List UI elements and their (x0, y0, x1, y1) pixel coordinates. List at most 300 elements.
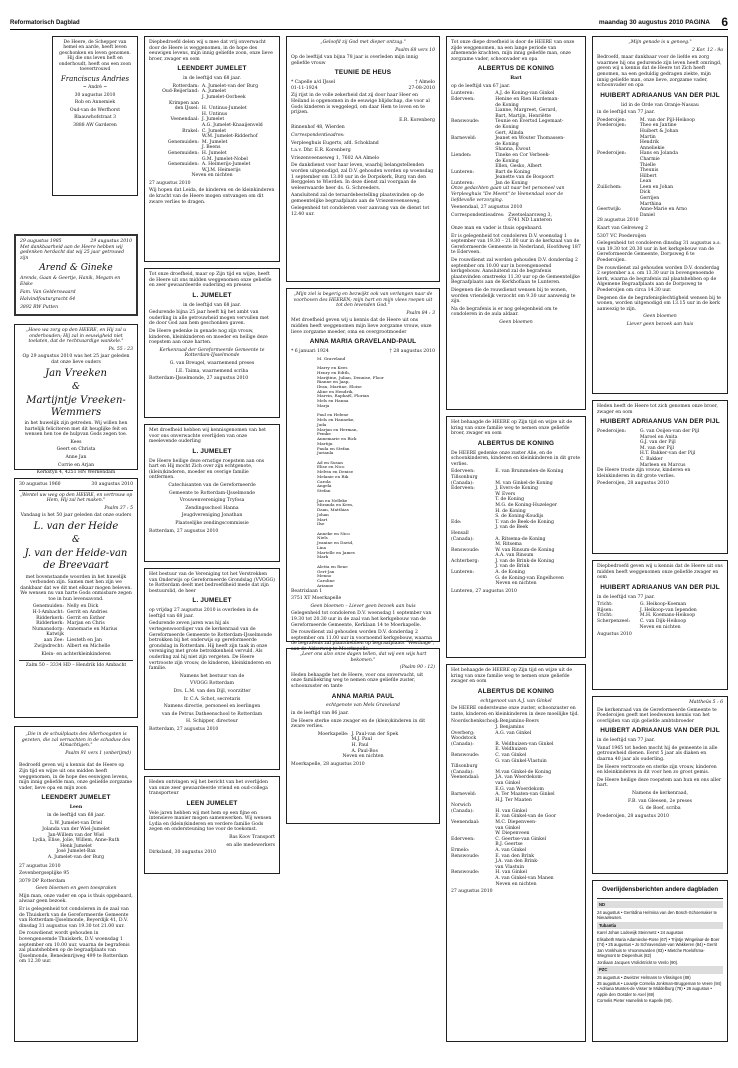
flowers-note: Geen bloemen en geen toespraken (35, 886, 117, 892)
list-item: Marijtine, Julian, Dennise, Floor (317, 374, 384, 380)
deceased-name: ALBERTUS DE KONING (477, 65, 555, 73)
family-row-name: J. van de Beek (495, 525, 529, 531)
list-item: Paul en Helene (317, 412, 349, 418)
notice-birth-franciscus (52, 36, 138, 196)
family-row-name: J. Evers-de Koning (495, 486, 538, 492)
address-line2: 3751 XT Moerkapelle (291, 596, 342, 602)
family-row-name: H. de Koning (495, 508, 526, 514)
organization: Kerkenraad der Gereformeerde Gemeente te Rotterdam-IJsselmonde (159, 347, 265, 359)
family-row-place: Veenendaal: (170, 117, 199, 123)
signatory-7: H. Schipper, directeur (186, 719, 238, 725)
family-row-name: E.G. van Woerdekom (495, 786, 544, 792)
family-row-name: Anneliekie (639, 145, 665, 151)
org-line6: Plaatselijke zendingscommissie (175, 520, 249, 526)
notice-text-2: De Heere troste zijn vrouw, kinderen en kleinkinderen in dit grote verlies. (597, 468, 691, 479)
overview-item: Cornelis Pieter Hamelink te Kapelle (90). (597, 998, 673, 1004)
family-row-name: M.J. Paul (351, 737, 373, 743)
family-row-place: Zuilichem: (597, 184, 622, 190)
address: Zalm 50 – 3334 HD – Hendrik Ido Ambacht (25, 662, 127, 668)
notice-text-2: Vanaf 1965 tot heden mocht hij de gemeente in alle getrouwheid dienen. Eerst 5 jaar als diaken en daarna 40 jaar als ouderling. (597, 745, 718, 762)
deceased-nickname: Bart (510, 76, 522, 82)
correspondence-line2: t.a.v. Dhr. E.R. Korenberg (291, 148, 351, 154)
notice-text-4: Aansluitend zal de teraardebestelling plaatsvinden op de gemeentelijke begraafplaats aan de Vriezenveenseweg. (291, 193, 424, 204)
family-row-name: H. Untinus-Jumelet (201, 106, 247, 112)
family-row-name: G. van Ginkel-Vlastuin (495, 758, 547, 764)
list-item: Mels en Hanna (317, 398, 349, 404)
list-item: Elise en Nico (317, 464, 345, 470)
family-row-name: J.A. van den Brink- (495, 859, 539, 865)
notice-text: Het bestuur van de Vereniging tot het Verstrekken van Onderwijs op Gereformeerde Grondslag (VVOGG) te Rotterdam deelt met bedroefdheid mede dat zijn bestuurslid, de heer (149, 572, 275, 594)
child-2: Geert en Christa (56, 447, 96, 453)
family-row-name: Theunis (639, 168, 659, 174)
family-row-name: E. Veldhuizen (495, 747, 527, 753)
family-list (451, 91, 581, 186)
notice-text-3: De dankdienst voor haar leven, waarbij belangstellenden worden uitgenodigd, zal D.V. gehouden worden op woensdag 1 september om 13.00 uur in de Dorpskerk, Burg van den Berggelen te Wierden. In deze dienst zal voorgaan de weleerwaarde heer ds. G. Schreeders. (291, 163, 434, 191)
notice-text-2: Mijn man, onze vader en opa is thuis opgebaard, alwaar geen bezoek. (19, 893, 133, 905)
address: Blaauwhofstraat 3 (74, 115, 116, 121)
list-item: Aline en Hendrik, (317, 388, 354, 394)
list-item: Mart (317, 516, 328, 522)
family-row-name: Lean (639, 179, 652, 185)
family-row-name: R. Veldhuizen-van Ginkel (495, 741, 554, 747)
family-row-place: Poederoijen: (597, 429, 627, 434)
family-row-name: Nelly en Dick (66, 604, 99, 610)
issue-date: maandag 30 augustus 2010 PAGINA (598, 19, 710, 26)
list-item: Lydia, Elise, Jolie, Willem, Anne-Ruth (32, 838, 120, 844)
list-item: Annemarie en Rick (317, 436, 357, 442)
family-row-name: M.C. Diepenveen- (495, 820, 537, 826)
family-row-name: Dick (639, 190, 651, 196)
family-list (597, 602, 723, 624)
notice-text-3: De rouwdienst zal gehouden worden D.V. donderdag 2 september om 11.00 uur in voornoemd kerkgebouw, waarna de begrafenis zal plaatshebben op begraafplaats "Westhage", aan de Akkerweg te Moerkapelle. (291, 630, 435, 652)
notice-text: Heden ontvingen wij het bericht van het overlijden van onze zeer gewaardeerde vriend en oud-collega transporteur (149, 780, 268, 797)
family-row-name: Teunie en Evertsd Legemaat- (495, 119, 564, 125)
list-item: Angela (317, 483, 332, 489)
notice-text-5: Diegenen die de rouwdienst wensen bij te wonen, worden vriendelijk verzocht om 9.30 uur aanwezig te zijn. (451, 287, 576, 305)
notice-death-jumelet-school (144, 568, 280, 770)
family-row-name: G.M. Jumelet-Nobel (201, 156, 248, 162)
family-row-place: Ederveen: (451, 836, 475, 842)
quote: „Mijn ziel is begerig en bezwijkt ook van verlangen naar de voorhoven des HEEREN; mijn hart en mijn vlees roepen uit tot den levenden God." (293, 292, 433, 309)
family-row-name: Marjan en Chris (66, 621, 105, 627)
notice-text: Het behaagde de HEERE op Zijn tijd en wijze uit de kring van onze familie weg te nemen onze geliefde zwager en oom (451, 668, 573, 685)
list-item: Jan-Willem van der Wiel (48, 832, 104, 838)
death-place: † Almelo (415, 80, 435, 86)
family-row-name: Daniel (639, 212, 655, 218)
death-date: 27-08-2010 (408, 85, 435, 91)
list-item: Menno (317, 573, 332, 579)
family-row-place: Lunteren: (451, 169, 474, 175)
family-row-place: Hensall (451, 530, 469, 536)
quote-ref: 2 Kor. 12 : 9a (691, 47, 723, 53)
correspondence-label: Correspondentieadres: (291, 132, 345, 138)
family-row-name: A. Jumelet-van der Burg (201, 83, 259, 89)
family-row-place: Barneveld: (451, 792, 477, 798)
overview-item: Jordiaan Jacques Vrolicktrickt te Venlo (90). (597, 959, 679, 965)
date-end: 30 augustus 2010 (91, 482, 133, 487)
family-row-place: Moerkapelle: (317, 731, 349, 737)
family-row-name: C. Bakker (639, 456, 663, 462)
family-row-name: J. Jumelet-Oorbeek (201, 94, 246, 100)
cousins: Neven en nichten (342, 754, 384, 760)
city: 3888 AW Garderen (73, 122, 117, 128)
deceased-name: HUIBERT ADRIAANUS VAN DER PIJL (600, 91, 720, 99)
list-item: Mels en Hanneke, (317, 417, 355, 423)
quote: „Mijn genade is u genoeg." (628, 40, 692, 45)
family-row-place: Renswoude: (451, 119, 480, 125)
org-line1: Catechisanten van de Gereformeerde (168, 482, 256, 488)
family-row-name: A. van Ginkel-van Manen (495, 876, 554, 881)
signatory-2: en alle medewerkers (226, 842, 275, 848)
quote: „Geloofd zij God met dieper ontzag." (320, 40, 406, 45)
place-date: Poederoijen, 28 augustus 2010 (597, 481, 670, 487)
list-item: Ad en Susan (317, 459, 343, 465)
family-row-name: J. Beens (201, 145, 221, 151)
family-row-name: Huibert & Johan (639, 128, 679, 134)
list-item: Martijn (317, 440, 333, 446)
family-row-place: Genemuiden: (167, 150, 199, 156)
deceased-name: HUIBERT ADRIAANUS VAN DER PIJL (600, 418, 720, 426)
list-item: Femke (317, 431, 331, 437)
signatory-6: van de Petrus Datheenschool te Rotterdam (161, 711, 263, 717)
family-row-name: Charmie (639, 156, 660, 162)
deceased-name: LEENDERT JUMELET (177, 65, 247, 73)
family-row-place: Genemuiden: (32, 604, 64, 610)
family-row-name: C. van Ginkel (495, 752, 527, 758)
family-row-name: Marleen en Marcus (639, 462, 686, 468)
family-row-place (451, 876, 495, 882)
address-line2: Halvindfouturgracht 64 (20, 297, 76, 303)
list-item: Caroline (317, 578, 335, 584)
family-row-name: C. van Dijk-Heikoop (639, 618, 687, 624)
list-item: Jan en Nelleke (317, 497, 348, 503)
overview-item: 24 augustus • Gerritdina Helmina van den Bosch-Schoemaker te Nieuwleusen. (597, 910, 717, 921)
parents-line2: Oud-van de Werfhorst (69, 107, 121, 113)
deceased-spouse: echtgenoot van A.J. van Ginkel (480, 698, 552, 704)
list-item: Melanie en Rik (317, 473, 349, 479)
family-row-place: Ederveen: (451, 96, 475, 102)
family-row-name: Maroel en Anita (639, 434, 678, 440)
quote-ref: Psalm 84 : 3 (406, 310, 435, 316)
family-row-name: Annemarie en Marius (66, 626, 118, 632)
notice-anniversary-arend (14, 234, 138, 316)
notice-death-albertus-family (446, 36, 586, 410)
husband-name: Jan Vreeken (45, 367, 107, 379)
family-row-name: Gert, Alinda (495, 130, 524, 136)
notice-text-2: De Heere sterke onze zwager en de (klein)kinderen in dit zware verlies. (291, 718, 426, 730)
family-list (291, 732, 435, 754)
family-row-place: Tricht: (597, 602, 613, 608)
notice-text: Diepbedroefd geven wij u kennis dat de Heere uit ons midden heeft weggenomen onze geliefde zwager en oom (597, 564, 723, 581)
child-name: Franciscus Andries (60, 74, 130, 83)
flowers-note: Geen bloemen – Liever geen bezoek aan huis (310, 603, 416, 609)
family-row-name: H. Paul (351, 742, 369, 748)
family-row-name: H. Jumelet (201, 150, 227, 156)
list-item: Mark (317, 554, 329, 560)
deceased-name: ALBERTUS DE KONING (477, 687, 555, 695)
parents-line1: Rob en Annemiek (74, 100, 116, 106)
notice-text: Tot onze droefheid, maar op Zijn tijd en wijze, heeft de Heere uit ons midden weggenomen onze geliefde en zeer gewaardeerde ouderling en presess (149, 272, 272, 289)
family-row-name: J. Paul-van der Spek (351, 731, 399, 737)
list-item: José Jumelet-Bax (56, 849, 96, 855)
birth-place: * Capelle a/d IJssel (291, 80, 336, 86)
family-row-place: Lunteren: (451, 91, 474, 97)
family-row-name: de Koning (495, 158, 519, 164)
place-date: Lunteren, 27 augustus 2010 (451, 588, 517, 594)
notice-text: Op de leeftijd van bijna 78 jaar is overleden mijn innig geliefde vrouw (291, 55, 418, 66)
family-row-name: Shanna, Ewout (495, 147, 531, 153)
notice-text-2: Gedurende bijna 25 jaar heeft hij het ambt van ouderling in alle getrouwheid mogen vervullen met de door God aan hem geschonken gaven. (149, 310, 269, 327)
family-row-name: Ellen, Gesko, Albert (495, 164, 542, 170)
signatory-1: Namens het bestuur van de (179, 673, 245, 679)
paper-title: Reformatorisch Dagblad (10, 20, 80, 26)
notice-date: 27 augustus 2010 (149, 180, 191, 186)
list-item: Juda (317, 421, 327, 427)
ampersand: & (71, 381, 80, 392)
family-list (19, 821, 133, 860)
family-row-name: J. van de Brink (495, 564, 530, 570)
notice-text: Met droefheid geven wij u kennis dat de Heere uit ons midden heeft weggenomen mijn lieve zorgzame vrouw, onze lieve zorgzame moeder, oma en overgrootmoeder (291, 318, 432, 335)
family-row-name: G. van Ooijen-van der Pijl (639, 429, 700, 434)
list-item: Johan (317, 511, 329, 517)
family-row-place: Oud-Beijerland: (162, 89, 199, 95)
notice-death-jumelet-transport (144, 776, 280, 874)
family-row-name: A. de Koning (495, 570, 525, 576)
family-row-name: M. van der Pijl-Heikoop (639, 117, 695, 123)
child-4: Corrie en Arjan (57, 462, 95, 468)
quote-ref: (Psalm 90 : 12) (399, 665, 435, 671)
family-row-name: A.G. Jumelet-Knaaijenveld (201, 122, 263, 128)
notice-text-2: Wij hopen dat Leida, de kinderen en de kleinkinderen de kracht van de Heere mogen ontvangen om dit zware verlies te dragen. (149, 188, 275, 205)
notice-date: 28 augustus 2010 (597, 218, 639, 224)
notice-death-anna-family (286, 288, 440, 652)
overview-item: Elisabeth Maria Adamiecke-Rose (67) • Trijntje Wingelaar-de Boer (74) • 25 augustus • Jo Schravendam-van Wakkeren (84) • Gerrit Jan Vonkhuis te Vroomrwarden (83) • Mietche Roelofsma-Wiegmont te Diepenhuis (82) (597, 936, 720, 959)
family-row-place: Krimpen aan (168, 100, 199, 106)
family-row-place: Genemuiden: (167, 139, 199, 145)
family-row-place: Ederveen: (451, 486, 475, 492)
notice-text-3: De Heere vertrooste en sterke zijn vrouw, kinderen en kleinkinderen in dit voor hen zo groot gemis. (597, 764, 717, 776)
overview-other-papers (592, 880, 728, 1042)
list-item: Gert-Jan (317, 568, 335, 574)
family-row (451, 876, 581, 882)
notice-text-4: De Heere heilige deze roepstem aan hun en ons aller hart. (597, 777, 722, 789)
flowers-note: Geen bloemen (499, 319, 533, 325)
page-number: 6 (721, 15, 728, 29)
list-item: Jurianla (317, 450, 334, 456)
notice-text-2: De Heere heilige deze ernstige roepstem aan ons hart en Hij mocht Zich over zijn echtgenote, (klein)kinderen, moeder en overige familie ontfermen. (149, 458, 265, 481)
age: in de leeftijd van 77 jaar. (597, 110, 655, 116)
grandchildren: Klein- en achterkleinkinderen (41, 652, 111, 658)
notice-death-jumelet-catechism (144, 424, 280, 562)
family-row-place: Ederveen: (451, 469, 475, 475)
family-row-name: M. Ritsema (495, 542, 522, 548)
notice-text-4: Degenen die de begrafenisplechtigheid wensen bij te wonen, worden uitgenodigd om 13.15 uur in de kerk aanwezig te zijn. (597, 295, 722, 312)
family-row-place: Lunteren: (451, 570, 474, 576)
family-row-place: Rijsen: (597, 607, 613, 613)
deceased-name: L. JUMELET (192, 447, 232, 455)
quote-ref: Mattheüs 5 : 6 (689, 700, 723, 705)
family-row-name: J. Heikoop-van Iependen (639, 607, 697, 613)
family-row-place: Lienden: (451, 152, 472, 158)
age: op de leeftijd van 67 jaar. (451, 83, 511, 89)
list-item: Marvin, Raphaël, Florian (317, 393, 370, 399)
family-row-name: Marthina (639, 201, 662, 207)
family-row-name: Jeanet en Wouter Thomassen- (495, 136, 565, 142)
family-row-name: Jan de Koning (495, 180, 528, 186)
list-item: Niels (317, 535, 328, 541)
notice-text: Heden behaagde het de Heere, voor ons onverwacht, uit onze familiekring weg te nemen onze geliefde zuster, schoonzuster en tante (291, 672, 424, 689)
notice-text: Heden heeft de Heere tot zich genomen onze broer, zwager en oom (597, 404, 718, 415)
family-row-place: den IJssel: (174, 106, 199, 112)
deceased-name: L. JUMELET (192, 597, 232, 605)
family-row-name: M.H. Koemans-Heikoop (639, 613, 696, 619)
family-row-name: M. van Ginkel-de Koning (495, 480, 553, 486)
place-date: Rotterdam, 27 augustus 2010 (149, 528, 219, 534)
family-row-place: Woodstock (451, 736, 477, 742)
deceased-name: TEUNIE DE HEUS (334, 69, 392, 77)
wife-name: Martijntje Vreeken-Wemmers (26, 394, 126, 418)
ampersand: & (71, 535, 80, 546)
notice-anniversary-vreeken (14, 324, 138, 476)
family-row-place: (Canada): (451, 741, 474, 747)
list-item: Daan, Matthias (317, 507, 349, 513)
date-start: 29 augustus 1985 (20, 239, 62, 244)
list-item: Marja (317, 402, 330, 408)
deceased-name: ANNA MARIA GRAVELAND-PAUL (309, 338, 417, 346)
notice-text-2: Onze man en vader is thuis opgebaard. (451, 226, 543, 232)
list-item: Rianne en Jaap, (317, 379, 350, 385)
signatory-1: G. van Breugel, waarnemend preses (169, 360, 255, 366)
family-row-place: (Canada): (451, 808, 474, 814)
family-row-place: Geertwijk: (597, 207, 622, 213)
address-line1: Beatrixlaan 1 (291, 588, 323, 594)
age: op vrijdag 27 augustus 2010 is overleden in de leeftijd van 68 jaar. (149, 608, 259, 619)
family-row-name: E. van Brummelen-de Koning (495, 469, 564, 475)
signatory: E.R. Korenberg (399, 117, 435, 123)
family-row-place: (Canada): (451, 769, 474, 775)
notice-text: Het behaagde de HEERE op Zijn tijd en wijze uit de kring van onze familie weg te nemen onze geliefde broer, zwager en oom (451, 420, 573, 437)
notice-death-leendert-sibling (144, 36, 280, 262)
deceased-name: ANNA MARIA PAUL (331, 692, 395, 700)
family-row-name: C. Jumelet (201, 128, 227, 134)
family-row-place: Achterberg: (451, 558, 479, 564)
family-row-name: H. Untinus (201, 111, 228, 117)
overview-list (597, 910, 723, 1004)
family-row-name: H. van Ginkel (495, 808, 527, 814)
notice-text: Diepbedroefd delen wij u mee dat vrij onverwacht door de Heere is weggenomen, in de hope des eeuwigen levens, mijn innig geliefde zoon, onze lieve broer, zwager en oom (149, 40, 273, 62)
family-row-name: A.A. van Rinsum (495, 553, 534, 559)
notice-text: Bedroefd geven wij u kennis dat de Heere op Zijn tijd en wijze uit ons midden heeft weggenomen, in de hope des eeuwigen levens, mijn innig geliefde man, onze geliefde zorgzame vader, lieve opa en mijn zoon (19, 763, 133, 791)
family-row-place: Veenendaal: (451, 820, 480, 826)
family-row-name: B.J. Geertse (495, 842, 523, 848)
cousins: Neven en nichten (495, 881, 537, 887)
correspondence-line1: Zwetselaarsweg 3, (508, 212, 552, 218)
overview-section: PZC (597, 966, 723, 973)
family-row-place: Zwijndrecht: (34, 643, 64, 649)
date-start: 30 augustus 1960 (19, 482, 61, 487)
list-item: L.W. Jumelet-van Driel (49, 821, 103, 827)
notice-death-huibert-church (592, 696, 728, 874)
family-row (597, 619, 723, 625)
place-date: 27 augustus 2010 (451, 889, 493, 895)
signatory-3: Drs. L.M. van den Dijl, voorzitter (173, 688, 251, 694)
family-row-name: G.J. van der Pijl (639, 440, 676, 446)
deceased-spouse: echtgenote van Mels Graveland (326, 703, 400, 709)
family-row-name: Jeanette van de Bospoort (495, 175, 554, 181)
deceased-name: L. JUMELET (192, 291, 232, 299)
list-item: Ilvan, Martine, Eloise (317, 383, 362, 389)
family-row-name: J. van de Brink-de Koning (495, 558, 555, 564)
notice-text: Vandaag is het 50 jaar geleden dat onze ouders (20, 513, 132, 519)
list-item: Arianne (317, 582, 334, 588)
overview-section: Tubantia (597, 922, 723, 929)
age: in de leeftijd van 86 jaar. (291, 710, 349, 716)
family-row-place: aan Zee: (43, 638, 64, 644)
overview-item: 25 augustus • Louwtje Cornelia Jonkman-Bruggeman te Veere (94) • Adriana Muntes-de Visser te Middelburg (78) • 26 augustus • Apple den Oostder te Axel (69) (597, 981, 722, 997)
notice-text-2: De HEERE ondersteune onze zuster, schoonzuster en tante, kinderen en kleinkinderen in deze moeilijke tijd. (451, 706, 579, 717)
care-note: Onze gedachten gaan uit naar het personeel van Verpleeghuis "De Meent" te Veenendaal voor de liefdevolle verzorging. (451, 186, 565, 203)
notice-text-2: Gelegenheid tot condoleren D.V. woensdag 1 september van 19.30 tot 20.30 uur in de zaal van het kerkgebouw van de Gereformeerde Gemeente, Kerklaan 14 te Moerkapelle. (291, 611, 432, 628)
list-item: Melvin en Denise (317, 469, 354, 475)
family-row-name: J. Benjamins (495, 724, 524, 730)
deceased-nickname: Leen (69, 805, 83, 811)
family-row-place: Ede: (451, 519, 462, 525)
place-date: Poederoijen, 28 augustus 2010 (597, 813, 670, 819)
notice-date: 27 augustus 2010 (19, 863, 61, 869)
place-date: Rotterdam-IJsselmonde, 27 augustus 2010 (149, 376, 249, 382)
quote: „Die in de schuilplaats des Allerhoogsten is gezeten, die zal vernachten in de schaduw des Almachtigen." (21, 732, 131, 749)
family-row-place: Tillsonburg (451, 474, 478, 480)
signatory-2: F.B. van Gleesen, 2e preses (628, 798, 692, 804)
notice-text-2: in het huwelijk zijn getreden. Wij willen hen hartelijk feliciteren met dit heuglijke feit en wensen hen toe de hulpvan Gods zegen toe. (24, 421, 128, 438)
address: Binnenhof 48, Wierden (291, 125, 345, 131)
notice-text: Met droefheid hebben wij kennisgenomen van het voor ons onverwachte overlijden van onze meelevende ouderling (149, 428, 266, 445)
family-row-name: Bart, Martijn, Henriëtte (495, 113, 551, 119)
family-row-name: A. van Ginkel (495, 848, 527, 854)
family-row-place: Norwich (451, 803, 471, 809)
notice-death-albertus-inlaws (446, 664, 586, 1042)
address-line3: 3892 RW Putten (20, 304, 59, 310)
family-row-name: van Ginkel (495, 780, 521, 786)
place-date: Veenendaal, 27 augustus 2010 (451, 205, 523, 211)
quote-ref: Psalm 68 vers 10 (395, 47, 435, 53)
notice-text-5: Gelegenheid tot condoleren voor aanvang van de dienst tot 12.40 uur. (291, 206, 430, 218)
family-row-name: H. van Ginkel (495, 870, 527, 876)
place-date: Dirksland, 30 augustus 2010 (149, 850, 217, 856)
family-row-name: Martin (639, 134, 656, 140)
correspondence-line1: Verpleeghuis Eugerts, afd. Schokland (291, 140, 379, 146)
correspondence-label: Correspondentieadres: (451, 212, 505, 218)
cousins: Neven en nichten (191, 173, 233, 179)
deceased-name: LEEN JUMELET (186, 799, 238, 807)
family-row-name: Leen en Johan (639, 184, 674, 190)
family-row-name: A. Jumelet (201, 89, 227, 95)
list-item: Miranda en Kees, (317, 502, 354, 508)
visit-note: Liever geen bezoek aan huis (626, 321, 694, 327)
notice-text-2: Gelegenheid tot condoleren dinsdag 31 augustus a.s. van 19.30 tot 20.30 uur in het kerkgebouw van de Gereformeerde Gemeente, Dorpsweg 6 te Poederoijen. (597, 241, 721, 263)
notice-anniversary-heide (14, 478, 138, 718)
family-row-place: Poederoijen: (597, 123, 627, 129)
deceased-name: ALBERTUS DE KONING (477, 439, 555, 447)
flowers-note: Geen bloemen (643, 314, 677, 320)
age: in de leeftijd van 68 jaar. (183, 302, 241, 308)
child-3: Anne Jan (65, 455, 87, 461)
notice-death-huibert-sibling (592, 400, 728, 554)
notice-text-2: Vele jaren hebben wij met hem op een fijne en intensieve manier mogen samenwerken. Wij wensen Lydia en (klein)kinderen en verdere familie Gods zegen en ondersteuning toe voor de toekomst. (149, 810, 272, 833)
family-row-name: M.van Ginkel-de Koning (495, 769, 552, 775)
family-row-place: Renswoude: (451, 752, 480, 758)
family-row-name: W.M. Jumelet-Ridderhof (201, 134, 258, 140)
